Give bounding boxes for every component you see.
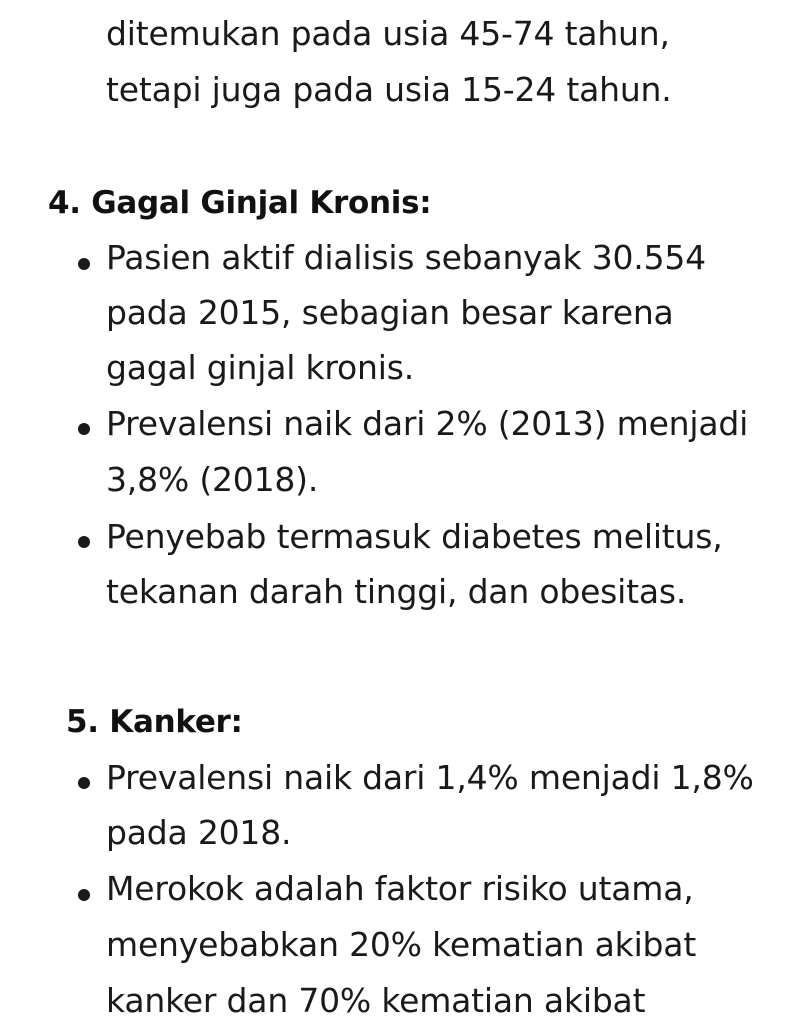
- intro-line: ditemukan pada usia 45-74 tahun,: [106, 14, 670, 53]
- list-item-line: kanker dan 70% kematian akibat: [106, 981, 646, 1020]
- bullet-dot: [78, 423, 90, 435]
- bullet-dot: [78, 258, 90, 270]
- list-item-line: Prevalensi naik dari 1,4% menjadi 1,8%: [106, 758, 754, 797]
- list-item-line: Pasien aktif dialisis sebanyak 30.554: [106, 238, 706, 277]
- bullet-dot: [78, 889, 90, 901]
- list-item-line: Prevalensi naik dari 2% (2013) menjadi: [106, 404, 749, 443]
- list-item-line: pada 2015, sebagian besar karena: [106, 293, 674, 332]
- list-item-line: pada 2018.: [106, 813, 292, 852]
- section-heading-gagal-ginjal: 4. Gagal Ginjal Kronis:: [48, 185, 432, 221]
- section-heading-kanker: 5. Kanker:: [66, 704, 243, 740]
- list-item-line: menyebabkan 20% kematian akibat: [106, 925, 697, 964]
- bullet-dot: [78, 536, 90, 548]
- list-item-line: 3,8% (2018).: [106, 460, 319, 499]
- list-item-line: Merokok adalah faktor risiko utama,: [106, 869, 694, 908]
- intro-line: tetapi juga pada usia 15-24 tahun.: [106, 70, 672, 109]
- list-item-line: gagal ginjal kronis.: [106, 348, 414, 387]
- list-item-line: Penyebab termasuk diabetes melitus,: [106, 517, 723, 556]
- bullet-dot: [78, 777, 90, 789]
- list-item-line: tekanan darah tinggi, dan obesitas.: [106, 572, 687, 611]
